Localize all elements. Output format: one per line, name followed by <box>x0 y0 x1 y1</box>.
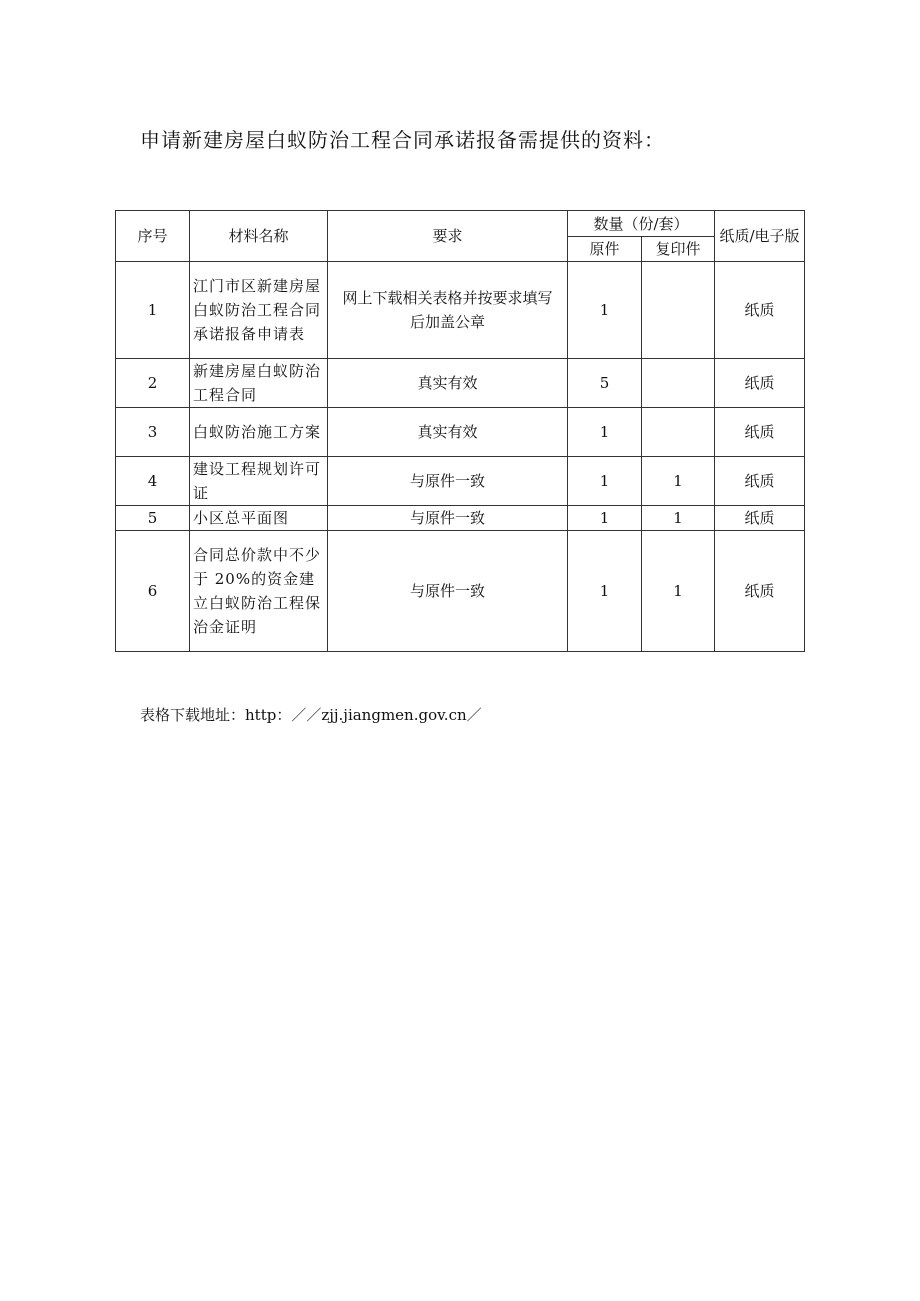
cell-requirement: 真实有效 <box>328 408 568 457</box>
header-quantity: 数量（份/套） <box>568 211 715 237</box>
cell-name: 小区总平面图 <box>190 506 328 531</box>
table-row <box>116 506 805 531</box>
cell-index: 1 <box>116 262 190 359</box>
download-address-note: 表格下载地址：http：／／zjj.jiangmen.gov.cn／ <box>140 706 482 724</box>
header-copy: 复印件 <box>642 237 715 262</box>
cell-original: 5 <box>568 359 642 408</box>
cell-original: 1 <box>568 262 642 359</box>
cell-index: 6 <box>116 531 190 652</box>
cell-copy <box>642 359 715 408</box>
cell-index: 4 <box>116 457 190 506</box>
cell-format: 纸质 <box>715 262 805 359</box>
cell-requirement: 真实有效 <box>328 359 568 408</box>
cell-index: 2 <box>116 359 190 408</box>
cell-index: 5 <box>116 506 190 531</box>
cell-format: 纸质 <box>715 506 805 531</box>
header-index: 序号 <box>116 211 190 262</box>
cell-original: 1 <box>568 531 642 652</box>
cell-copy <box>642 408 715 457</box>
cell-copy: 1 <box>642 457 715 506</box>
cell-requirement: 与原件一致 <box>328 457 568 506</box>
table-row <box>116 262 805 359</box>
table-row <box>116 531 805 652</box>
cell-requirement: 网上下载相关表格并按要求填写后加盖公章 <box>328 262 568 359</box>
cell-name: 新建房屋白蚁防治工程合同 <box>190 359 328 408</box>
cell-copy: 1 <box>642 531 715 652</box>
header-requirement: 要求 <box>328 211 568 262</box>
cell-format: 纸质 <box>715 531 805 652</box>
cell-original: 1 <box>568 408 642 457</box>
cell-format: 纸质 <box>715 359 805 408</box>
cell-requirement: 与原件一致 <box>328 506 568 531</box>
header-name: 材料名称 <box>190 211 328 262</box>
cell-name: 江门市区新建房屋白蚁防治工程合同承诺报备申请表 <box>190 262 328 359</box>
page-title: 申请新建房屋白蚁防治工程合同承诺报备需提供的资料： <box>140 128 665 152</box>
table-row <box>116 457 805 506</box>
header-original: 原件 <box>568 237 642 262</box>
cell-original: 1 <box>568 457 642 506</box>
cell-index: 3 <box>116 408 190 457</box>
materials-table <box>115 210 805 652</box>
cell-copy <box>642 262 715 359</box>
header-row <box>116 211 805 237</box>
table-row <box>116 359 805 408</box>
cell-requirement: 与原件一致 <box>328 531 568 652</box>
cell-original: 1 <box>568 506 642 531</box>
cell-name: 合同总价款中不少于 20%的资金建立白蚁防治工程保治金证明 <box>190 531 328 652</box>
table-row <box>116 408 805 457</box>
header-format: 纸质/电子版 <box>715 211 805 262</box>
cell-format: 纸质 <box>715 457 805 506</box>
cell-name: 建设工程规划许可证 <box>190 457 328 506</box>
cell-format: 纸质 <box>715 408 805 457</box>
cell-copy: 1 <box>642 506 715 531</box>
cell-name: 白蚁防治施工方案 <box>190 408 328 457</box>
